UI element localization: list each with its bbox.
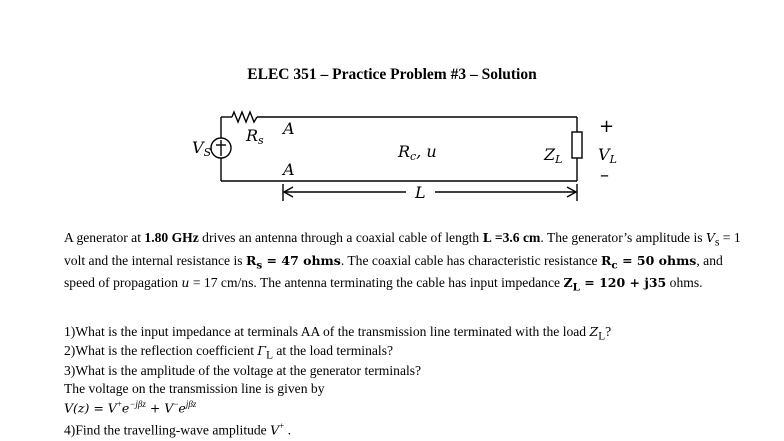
- load-impedance-box: [572, 132, 582, 158]
- vs-label: VS: [192, 138, 212, 159]
- problem-statement: A generator at 1.80 GHz drives an antenna through a coaxial cable of length L =3.6 cm. The generator’s amplitude is $V_s = 1$ volt and the internal resistance is $R_s = 47$ ohms. The coaxial cable has characteristic resistance $R_c = 50$ ohms, and speed of propagation u = 17 cm/ns. The antenna terminating the cable has input impedance $Z_L = 120 + j35$ ohms.: [64, 230, 741, 294]
- vl-label: VL: [598, 145, 617, 166]
- rs-label: Rs: [246, 126, 264, 147]
- circuit-diagram: [0, 0, 784, 215]
- question-2: 2)What is the reflection coefficient $\Gamma_L$ at the load terminals?: [64, 343, 394, 362]
- plus-sign: +: [599, 116, 615, 137]
- node-a-top: A: [283, 119, 295, 138]
- rs-resistor: [232, 112, 257, 122]
- length-label: L: [415, 183, 426, 202]
- line-label: Rc, u: [398, 142, 437, 163]
- question-3: 3)What is the amplitude of the voltage at the generator terminals?: [64, 363, 422, 378]
- voltage-equation: $V(z) = V^+e^{-j\beta z} + V^-e^{j\beta z}$: [64, 399, 197, 416]
- node-a-bottom: A: [283, 160, 295, 179]
- question-4: 4)Find the travelling-wave amplitude V+ .: [64, 421, 292, 438]
- question-3-context: The voltage on the transmission line is given by: [64, 381, 325, 396]
- question-1: 1)What is the input impedance at terminals AA of the transmission line terminated with the load $Z_L$?: [64, 324, 612, 343]
- zl-label: ZL: [544, 145, 563, 166]
- page-title: ELEC 351 – Practice Problem #3 – Solution: [247, 66, 537, 83]
- minus-sign: –: [600, 165, 609, 186]
